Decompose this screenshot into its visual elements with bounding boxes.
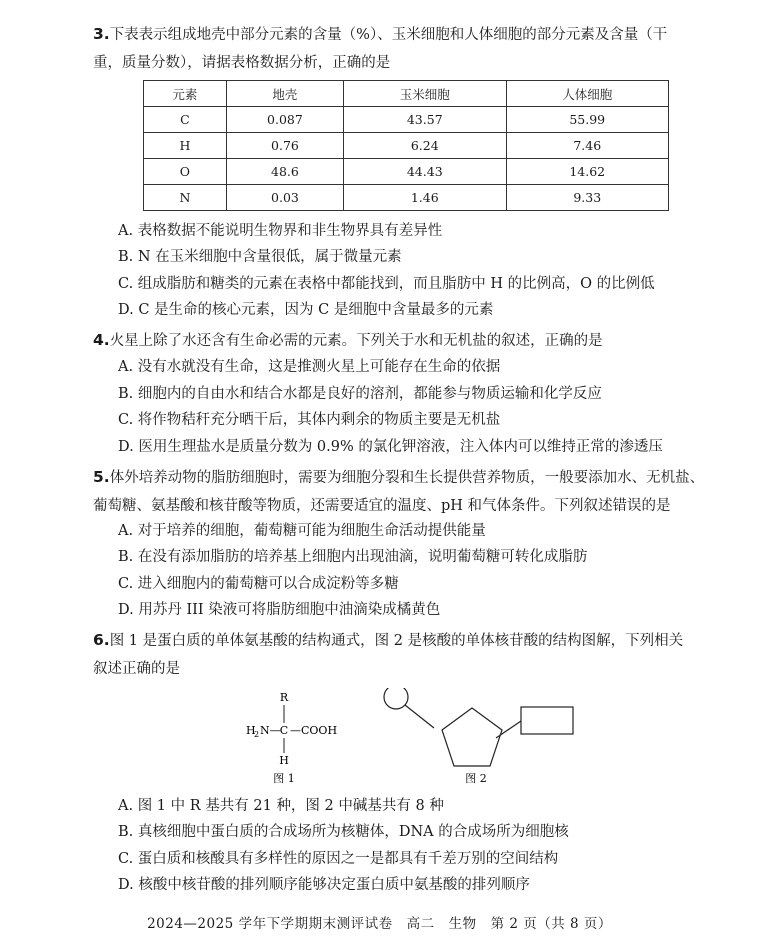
nucleotide-diagram (384, 688, 573, 785)
q5-option-b: B. 在没有添加脂肪的培养基上细胞内出现油滴，说明葡萄糖可转化成脂肪 (118, 549, 588, 565)
table-header-row (144, 81, 669, 107)
q6-option-b: B. 真核细胞中蛋白质的合成场所为核糖体，DNA 的合成场所为细胞核 (118, 824, 569, 840)
phosphate-circle (384, 688, 408, 709)
q3-stem-line1: 下表表示组成地壳中部分元素的含量（%）、玉米细胞和人体细胞的部分元素及含量（干 (109, 27, 668, 43)
table-cell: O (144, 159, 227, 185)
table-row (144, 107, 669, 133)
q6-option-d: D. 核酸中核苷酸的排列顺序能够决定蛋白质中氨基酸的排列顺序 (118, 877, 530, 893)
q3-option-a: A. 表格数据不能说明生物界和非生物界具有差异性 (118, 223, 443, 239)
table-cell: 1.46 (344, 185, 506, 211)
table-row (144, 133, 669, 159)
element-content-table (143, 80, 669, 211)
table-header: 人体细胞 (506, 81, 669, 107)
figure1-caption: 图 1 (273, 772, 295, 785)
table-header: 元素 (144, 81, 227, 107)
q4-option-d: D. 医用生理盐水是质量分数为 0.9% 的氯化钾溶液，注入体内可以维持正常的渗透压 (118, 439, 663, 455)
table-header: 玉米细胞 (344, 81, 506, 107)
table-cell: 55.99 (506, 107, 669, 133)
table-cell: 43.57 (344, 107, 506, 133)
table-cell: 0.76 (226, 133, 343, 159)
q5-option-d: D. 用苏丹 III 染液可将脂肪细胞中油滴染成橘黄色 (118, 602, 441, 618)
table-cell: 14.62 (506, 159, 669, 185)
table-cell: 44.43 (344, 159, 506, 185)
pentose-sugar (442, 708, 502, 766)
q6-option-a: A. 图 1 中 R 基共有 21 种，图 2 中碱基共有 8 种 (118, 798, 444, 814)
hydrogen-label: H (279, 754, 289, 767)
q6-stem (93, 626, 723, 683)
nitrogenous-base-box (521, 707, 573, 734)
phosphate-bond (405, 705, 434, 728)
table-cell: 7.46 (506, 133, 669, 159)
table-cell: 48.6 (226, 159, 343, 185)
amino-group-h: H (246, 724, 256, 737)
carboxyl-group: —COOH (290, 724, 338, 737)
table-cell: N (144, 185, 227, 211)
q4-option-b: B. 细胞内的自由水和结合水都是良好的溶剂，都能参与物质运输和化学反应 (118, 386, 602, 402)
q5-number: 5. (93, 468, 110, 486)
q4-option-c: C. 将作物秸秆充分晒干后，其体内剩余的物质主要是无机盐 (118, 412, 501, 428)
figures (240, 688, 580, 788)
q5-option-a: A. 对于培养的细胞，葡萄糖可能为细胞生命活动提供能量 (118, 523, 486, 539)
q3-option-d: D. C 是生命的核心元素，因为 C 是细胞中含量最多的元素 (118, 302, 494, 318)
q6-option-c: C. 蛋白质和核酸具有多样性的原因之一是都具有千差万别的空间结构 (118, 851, 559, 867)
q6-number: 6. (93, 631, 110, 649)
r-group-label: R (279, 691, 289, 704)
q3-option-b: B. N 在玉米细胞中含量很低，属于微量元素 (118, 249, 402, 265)
table-cell: C (144, 107, 227, 133)
q4-option-a: A. 没有水就没有生命，这是推测火星上可能存在生命的依据 (118, 359, 501, 375)
q5-stem (93, 463, 723, 520)
q6-stem-line1: 图 1 是蛋白质的单体氨基酸的结构通式，图 2 是核酸的单体核苷酸的结构图解，下列相关 (109, 633, 684, 649)
q4-stem (93, 326, 723, 355)
q4-stem-line1: 火星上除了水还含有生命必需的元素。下列关于水和无机盐的叙述，正确的是 (109, 333, 603, 349)
q3-option-c: C. 组成脂肪和糖类的元素在表格中都能找到，而且脂肪中 H 的比例高，O 的比例低 (118, 276, 655, 292)
q3-stem (93, 20, 723, 77)
amino-acid-formula (246, 691, 337, 785)
figure2-caption: 图 2 (465, 772, 487, 785)
q5-stem-line1: 体外培养动物的脂肪细胞时，需要为细胞分裂和生长提供营养物质，一般要添加水、无机盐、 (109, 470, 705, 486)
q5-stem-line2: 葡萄糖、氨基酸和核苷酸等物质，还需要适宜的温度、pH 和气体条件。下列叙述错误的是 (93, 498, 671, 514)
table-row (144, 185, 669, 211)
table-row (144, 159, 669, 185)
q3-number: 3. (93, 25, 110, 43)
table-cell: H (144, 133, 227, 159)
table-cell: 9.33 (506, 185, 669, 211)
table-cell: 0.03 (226, 185, 343, 211)
q5-option-c: C. 进入细胞内的葡萄糖可以合成淀粉等多糖 (118, 576, 399, 592)
page-footer: 2024—2025 学年下学期期末测评试卷 高二 生物 第 2 页（共 8 页） (147, 916, 612, 932)
table-header: 地壳 (226, 81, 343, 107)
table-cell: 0.087 (226, 107, 343, 133)
q6-stem-line2: 叙述正确的是 (93, 661, 180, 677)
amino-group-n: N— (260, 724, 281, 737)
amino-group-subscript: 2 (254, 730, 260, 739)
table-cell: 6.24 (344, 133, 506, 159)
q3-stem-line2: 重，质量分数），请据表格数据分析，正确的是 (93, 55, 391, 71)
base-bond (496, 721, 521, 738)
q4-number: 4. (93, 331, 110, 349)
central-carbon: C (279, 724, 289, 737)
